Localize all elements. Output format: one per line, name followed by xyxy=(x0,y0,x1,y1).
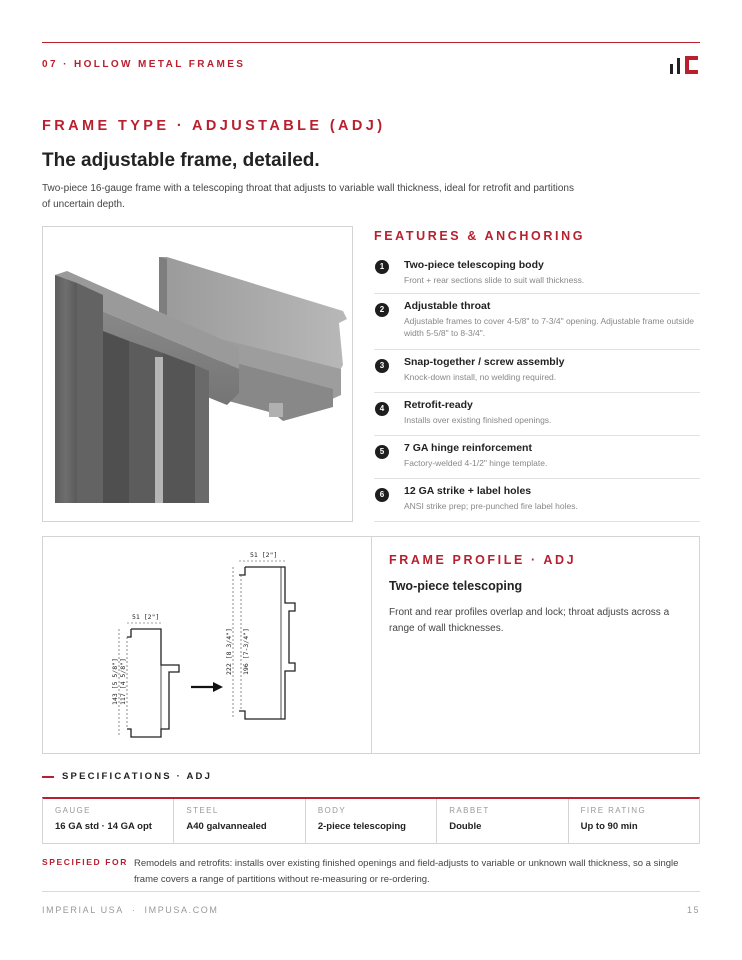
spec-label: RABBET xyxy=(449,806,490,815)
imperial-logo-icon xyxy=(669,56,699,74)
spec-value: 2-piece telescoping xyxy=(317,821,406,832)
dim-small-inner: 117 [4 5/8"] xyxy=(119,658,127,705)
footer-rule xyxy=(42,891,700,892)
feature-desc: ANSI strike prep; pre-punched fire label holes. xyxy=(404,501,578,511)
section-label: 07 · HOLLOW METAL FRAMES xyxy=(42,59,246,70)
profile-subtitle: Two-piece telescoping xyxy=(389,579,523,593)
spec-cell-fire-rating xyxy=(569,799,699,843)
spec-label: FIRE RATING xyxy=(580,806,647,815)
features-list xyxy=(374,255,700,522)
footer-site-link[interactable]: IMPUSA.COM xyxy=(144,905,219,915)
feature-title: Retrofit-ready xyxy=(404,399,473,411)
frame-photo xyxy=(42,226,353,522)
profile-desc: Front and rear profiles overlap and lock; throat adjusts across a range of wall thicknesses. xyxy=(389,607,670,634)
feature-title: Two-piece telescoping body xyxy=(404,259,544,271)
dim-small-width: 51 [2"] xyxy=(132,613,160,621)
panel-divider xyxy=(371,537,372,753)
header-rule xyxy=(42,42,700,43)
specified-for-label: SPECIFIED FOR xyxy=(42,857,128,867)
footer-brand xyxy=(42,905,219,915)
page-number: 15 xyxy=(686,905,700,915)
feature-title: 12 GA strike + label holes xyxy=(404,485,532,497)
spec-cell-steel xyxy=(174,799,305,843)
feature-item xyxy=(374,479,700,522)
specified-for-text: Remodels and retrofits: installs over existing finished openings and field-adjusts to variable or unknown wall thickness, so a single frame covers a range of partitions without re-measuring or re-ordering. xyxy=(134,858,679,885)
frame-render xyxy=(43,227,353,522)
features-title: FEATURES & ANCHORING xyxy=(374,229,586,243)
spec-label: BODY xyxy=(317,806,347,815)
frame-profile-drawing xyxy=(43,537,371,753)
page-title: The adjustable frame, detailed. xyxy=(42,150,320,171)
frame-type-eyebrow: FRAME TYPE · ADJUSTABLE (ADJ) xyxy=(42,118,386,134)
feature-number-badge: 3 xyxy=(375,359,389,373)
specs-table xyxy=(42,797,700,844)
feature-number-badge: 5 xyxy=(375,445,389,459)
footer-brand-name: IMPERIAL USA xyxy=(42,905,124,915)
spec-cell-rabbet xyxy=(437,799,568,843)
dim-large-outer: 222 [8 3/4"] xyxy=(225,628,233,675)
arrow-right-icon xyxy=(191,682,223,692)
specified-for xyxy=(42,856,700,888)
footer-separator: · xyxy=(131,905,137,915)
feature-desc: Knock-down install, no welding required. xyxy=(404,372,557,382)
dim-small-outer: 143 [5 5/8"] xyxy=(111,658,119,705)
feature-number-badge: 1 xyxy=(375,260,389,274)
profile-title: FRAME PROFILE · ADJ xyxy=(389,553,577,567)
feature-item xyxy=(374,350,700,393)
specs-label: SPECIFICATIONS · ADJ xyxy=(62,771,213,782)
specs-heading xyxy=(42,771,212,782)
feature-item xyxy=(374,393,700,436)
feature-item xyxy=(374,436,700,479)
spec-value: Up to 90 min xyxy=(580,821,638,832)
dim-large-inner: 196 [7-3/4"] xyxy=(242,628,250,675)
specs-dash xyxy=(42,776,54,778)
spec-cell-gauge xyxy=(43,799,174,843)
spec-value: A40 galvannealed xyxy=(186,821,267,832)
feature-desc: Front + rear sections slide to suit wall thickness. xyxy=(404,275,585,285)
feature-title: Adjustable throat xyxy=(404,300,491,312)
spec-label: GAUGE xyxy=(55,806,91,815)
feature-title: 7 GA hinge reinforcement xyxy=(404,442,532,454)
intro-text: Two-piece 16-gauge frame with a telescoping throat that adjusts to variable wall thickness, ideal for retrofit and partitions of uncertain depth. xyxy=(42,183,574,210)
spec-cell-body xyxy=(306,799,437,843)
feature-number-badge: 6 xyxy=(375,488,389,502)
feature-desc: Adjustable frames to cover 4-5/8" to 7-3/4" opening. Adjustable frame outside width 5-5/8" to 8-3/4". xyxy=(404,316,695,338)
spec-value: 16 GA std · 14 GA opt xyxy=(55,821,152,832)
feature-desc: Factory-welded 4-1/2" hinge template. xyxy=(404,458,548,468)
feature-item xyxy=(374,255,700,294)
frame-profile-panel xyxy=(42,536,700,754)
spec-value: Double xyxy=(449,821,482,832)
spec-label: STEEL xyxy=(186,806,219,815)
feature-desc: Installs over existing finished openings. xyxy=(404,415,552,425)
feature-title: Snap-together / screw assembly xyxy=(404,356,565,368)
dim-large-width: 51 [2"] xyxy=(250,551,278,559)
feature-number-badge: 4 xyxy=(375,402,389,416)
feature-number-badge: 2 xyxy=(375,303,389,317)
feature-item xyxy=(374,294,700,350)
